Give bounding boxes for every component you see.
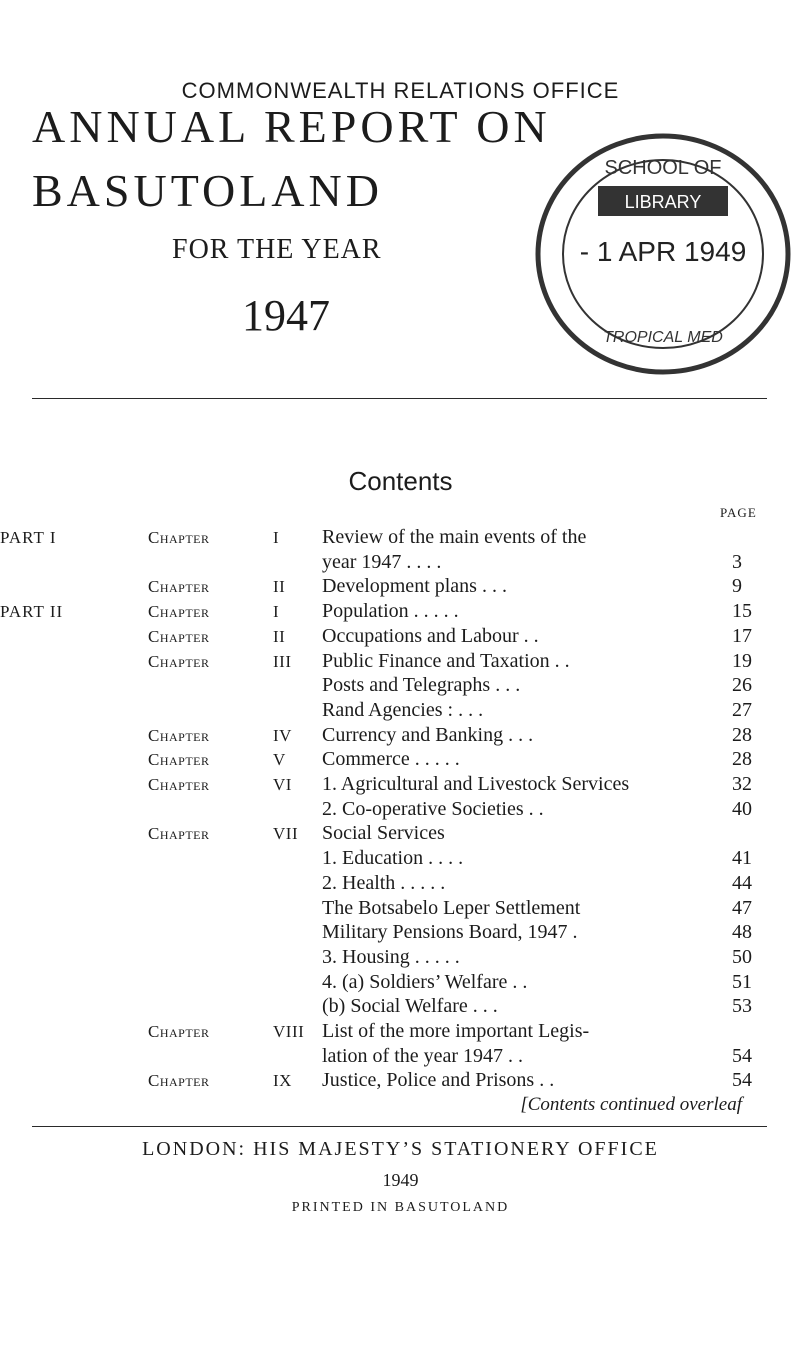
toc-page-number: 41 [732,847,752,869]
toc-chapter-word: Chapter [148,775,210,794]
toc-entry-title: 2. Co-operative Societies . . [322,798,544,820]
toc-chapter-word: Chapter [148,652,210,671]
page-column-label: PAGE [720,505,757,520]
toc-entry-title: 1. Agricultural and Livestock Services [322,773,630,795]
toc-part-label: PART I [0,528,57,547]
toc-chapter-label [148,1071,292,1091]
toc-entry-title: Posts and Telegraphs . . . [322,674,521,696]
toc-entry-title: Development plans . . . [322,575,507,597]
toc-chapter-label [148,602,280,622]
toc-part-label: PART II [0,602,64,621]
toc-chapter-label [148,824,299,844]
toc-chapter-number: V [273,750,286,769]
publisher: LONDON: HIS MAJESTY’S STATIONERY OFFICE [142,1138,659,1160]
toc-chapter-number: VI [273,775,292,794]
contents-continued-note: [Contents continued overleaf [520,1094,742,1115]
toc-chapter-number: I [273,528,280,547]
toc-page-number: 9 [732,575,742,597]
toc-entry-title: year 1947 . . . . [322,551,442,573]
report-title-line1: ANNUAL REPORT ON [32,101,551,152]
toc-chapter-word: Chapter [148,824,210,843]
toc-chapter-number: IX [273,1071,292,1090]
toc-chapter-label [148,1022,305,1042]
toc-entry-title: Justice, Police and Prisons . . [322,1069,555,1091]
toc-chapter-label [148,577,286,597]
toc-chapter-word: Chapter [148,577,210,596]
report-title-for-year: FOR THE YEAR [172,234,382,265]
publication-year: 1949 [382,1170,419,1190]
toc-page-number: 44 [732,872,752,894]
toc-page-number: 27 [732,699,752,721]
toc-chapter-word: Chapter [148,627,210,646]
toc-entry-title: The Botsabelo Leper Settlement [322,897,581,919]
toc-chapter-label [148,652,292,672]
toc-chapter-number: I [273,602,280,621]
toc-chapter-number: VIII [273,1022,305,1041]
toc-page-number: 3 [732,551,742,573]
toc-page-number: 17 [732,625,752,647]
toc-chapter-word: Chapter [148,1071,210,1090]
stamp-date: - 1 APR 1949 [579,236,747,267]
toc-chapter-label [148,750,286,770]
toc-chapter-number: II [273,627,286,646]
toc-chapter-word: Chapter [148,750,210,769]
toc-entry-title: Military Pensions Board, 1947 . [322,921,578,943]
toc-chapter-label [148,627,286,647]
toc-page-number: 28 [732,724,752,746]
toc-chapter-word: Chapter [148,1022,210,1041]
toc-chapter-number: III [273,652,292,671]
toc-page-number: 32 [732,773,752,795]
toc-entry-title: 3. Housing . . . . . [322,946,460,968]
toc-entry-title: 2. Health . . . . . [322,872,446,894]
toc-page-number: 53 [732,995,752,1017]
toc-chapter-word: Chapter [148,602,210,621]
toc-entry-title: Public Finance and Taxation . . [322,650,570,672]
toc-chapter-label [148,528,280,548]
toc-entry-title: (b) Social Welfare . . . [322,995,498,1017]
toc-entry-title: 4. (a) Soldiers’ Welfare . . [322,971,528,993]
toc-entry-title: Commerce . . . . . [322,748,460,770]
toc-entry-title: lation of the year 1947 . . [322,1045,524,1067]
toc-page-number: 48 [732,921,752,943]
stamp-bottom-text: TROPICAL MED [603,329,723,346]
toc-entry-title: Occupations and Labour . . [322,625,539,647]
toc-entry-title: Currency and Banking . . . [322,724,534,746]
contents-heading: Contents [348,466,453,496]
toc-chapter-number: IV [273,726,292,745]
toc-page-number: 28 [732,748,752,770]
toc-page-number: 51 [732,971,752,993]
toc-chapter-label [148,775,292,795]
toc-page-number: 40 [732,798,752,820]
toc-page-number: 15 [732,600,752,622]
toc-chapter-label [148,726,292,746]
toc-page-number: 54 [732,1045,752,1067]
toc-entry-title: Rand Agencies : . . . [322,699,484,721]
printed-in-note: PRINTED IN BASUTOLAND [291,1200,510,1215]
toc-chapter-number: II [273,577,286,596]
report-year: 1947 [242,291,330,340]
toc-page-number: 19 [732,650,752,672]
toc-page-number: 47 [732,897,752,919]
toc-page-number: 26 [732,674,752,696]
toc-entry-title: Review of the main events of the [322,526,587,548]
footer-rule [32,1126,767,1127]
report-title-country: BASUTOLAND [32,165,383,216]
toc-entry-title: Social Services [322,822,445,844]
toc-entry-title: 1. Education . . . . [322,847,464,869]
stamp-middle-text: LIBRARY [624,192,702,212]
toc-entry-title: Population . . . . . [322,600,459,622]
toc-page-number: 54 [732,1069,752,1091]
header-rule [32,398,767,399]
office-name: COMMONWEALTH RELATIONS OFFICE [181,78,620,103]
toc-chapter-word: Chapter [148,528,210,547]
toc-chapter-number: VII [273,824,299,843]
library-stamp [468,124,801,392]
stamp-top-text: SCHOOL OF [604,157,722,179]
toc-chapter-word: Chapter [148,726,210,745]
toc-entry-title: List of the more important Legis- [322,1020,590,1042]
toc-page-number: 50 [732,946,752,968]
